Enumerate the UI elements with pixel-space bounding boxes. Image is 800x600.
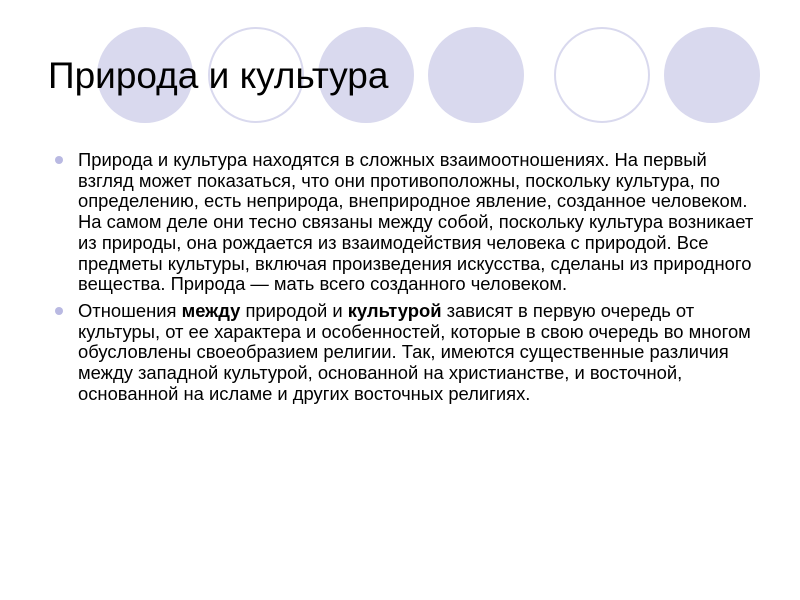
bullet-item-1: [48, 150, 760, 295]
decorative-circle-5: [554, 27, 650, 123]
bullet-text-2-part1: Отношения: [78, 299, 182, 321]
bullet-dot-icon: [55, 307, 63, 315]
bullet-text-2-bold-between: между: [181, 299, 241, 321]
decorative-circle-6: [664, 27, 760, 123]
bullet-text-2-part3: зависят в первую очередь от культуры, от ее характера и особенностей, которые в свою очередь во многом обусловлены своеобразием религии. Так, имеются существенные различия между западной культурой, основанной на христианстве, и восточной, основанной на исламе и других восточных религиях.: [78, 299, 751, 404]
bullet-text-1: Природа и культура находятся в сложных взаимоотношениях. На первый взгляд может показаться, что они противоположны, поскольку культура, по определению, есть неприрода, внеприродное явление, созданное человеком. На самом деле они тесно связаны между собой, поскольку культура возникает из природы, она рождается из взаимодействия человека с природой. Все предметы культуры, включая произведения искусства, сделаны из природного вещества. Природа — мать всего созданного человеком.: [78, 149, 754, 295]
bullet-text-2-bold-culture: культурой: [347, 299, 442, 321]
decorative-circle-4: [428, 27, 524, 123]
slide-title: Природа и культура: [48, 55, 389, 96]
bullet-list: [48, 150, 760, 410]
bullet-text-2-part2: природой и: [240, 299, 348, 321]
bullet-item-2: [48, 301, 760, 405]
bullet-dot-icon: [55, 156, 63, 164]
